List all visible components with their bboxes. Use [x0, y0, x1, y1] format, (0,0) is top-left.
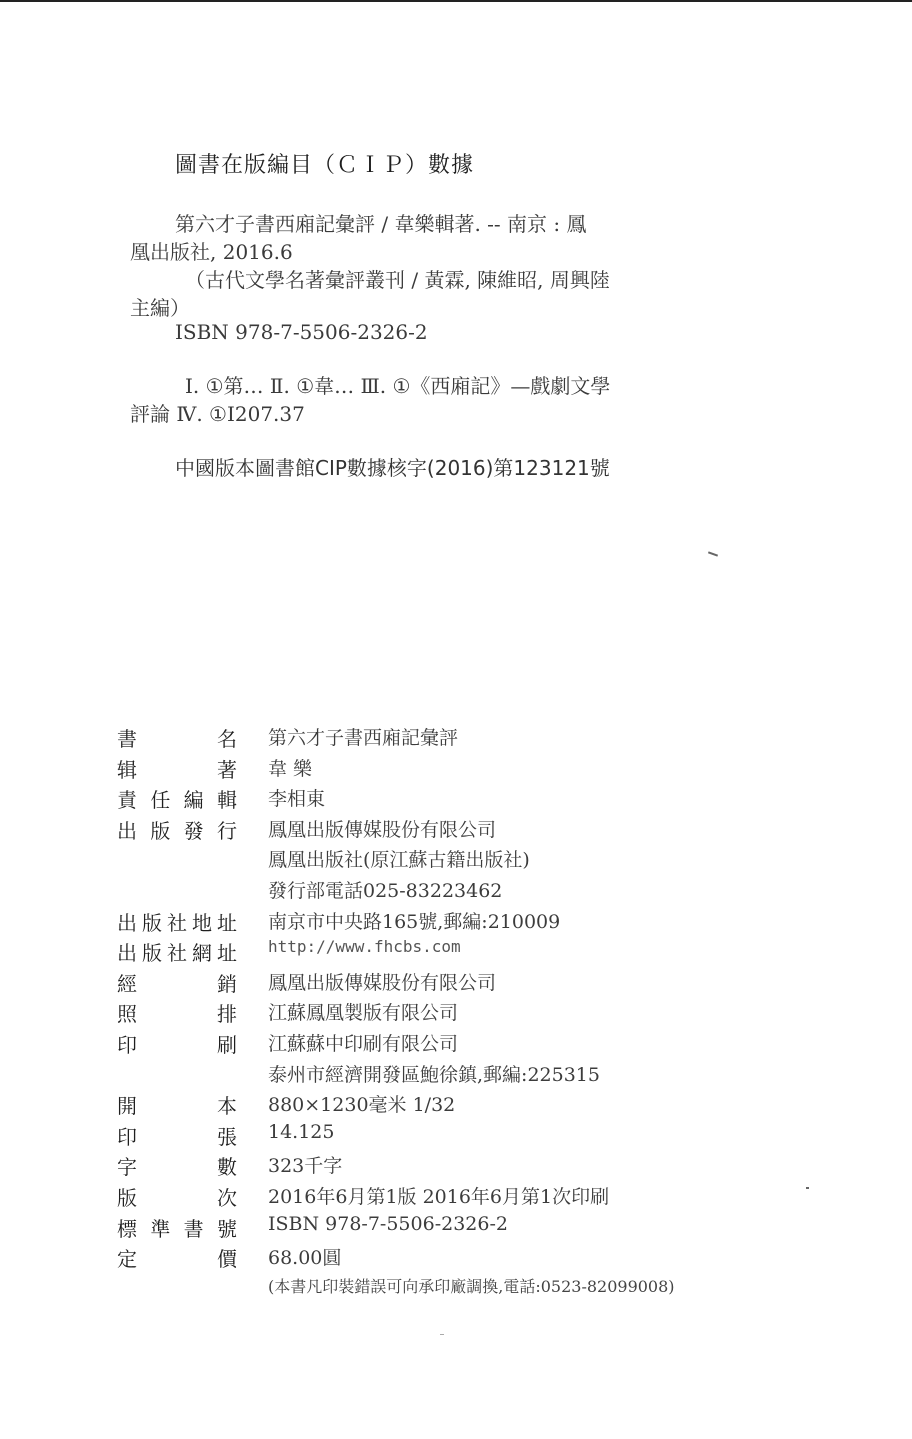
colophon-value: 鳳凰出版傳媒股份有限公司 [268, 818, 497, 841]
label-char: 經 [117, 971, 137, 996]
cip-isbn: ISBN 978-7-5506-2326-2 [175, 320, 428, 344]
colophon-label [117, 1121, 237, 1150]
colophon-label [117, 1029, 237, 1058]
label-char: 出 [117, 910, 137, 935]
label-char: 銷 [217, 971, 237, 996]
cip-heading: 圖書在版編目（ＣＩＰ）數據 [175, 153, 475, 178]
label-char: 辑 [117, 757, 137, 782]
label-char: 數 [217, 1155, 237, 1180]
label-char: 照 [117, 1002, 137, 1027]
cip-classification: 評論 Ⅳ. ①I207.37 [130, 402, 305, 426]
label-char: 責 [117, 788, 137, 813]
colophon-label [117, 754, 237, 783]
colophon-value: 68.00圓 [268, 1247, 342, 1270]
label-char: 印 [117, 1033, 137, 1057]
label-char: 著 [217, 757, 237, 782]
colophon-value: 江蘇蘇中印刷有限公司 [268, 1033, 459, 1055]
colophon-value: 2016年6月第1版 2016年6月第1次印刷 [268, 1186, 610, 1208]
label-char: 次 [217, 1186, 237, 1210]
colophon-value: (本書凡印裝錯誤可向承印廠調換,電話:0523-82099008) [268, 1276, 675, 1296]
label-char: 開 [117, 1094, 137, 1119]
label-char: 價 [217, 1247, 237, 1272]
colophon-label [117, 1213, 237, 1242]
label-char: 印 [117, 1124, 137, 1149]
colophon-label [117, 723, 237, 752]
colophon-value: 323千字 [268, 1155, 343, 1178]
label-char: 任 [150, 788, 171, 813]
label-char: 址 [217, 941, 237, 966]
label-char: 號 [216, 1216, 237, 1241]
label-char: 行 [216, 818, 237, 843]
colophon-label [117, 1151, 237, 1180]
colophon-label [117, 998, 237, 1027]
label-char: 網 [192, 941, 212, 966]
colophon-value: ISBN 978-7-5506-2326-2 [268, 1212, 508, 1235]
colophon-label [117, 784, 237, 813]
label-char: 字 [117, 1155, 137, 1180]
cip-line: 主編） [130, 296, 190, 320]
colophon-value: 鳳凰出版社(原江蘇古籍出版社) [268, 849, 530, 872]
colophon-value: 14.125 [268, 1120, 335, 1143]
label-char: 址 [217, 910, 237, 935]
label-char: 社 [167, 910, 187, 935]
label-char: 版 [142, 910, 162, 935]
cip-classification: Ⅰ. ①第… Ⅱ. ①韋… Ⅲ. ①《西廂記》—戲劇文學 [185, 374, 611, 398]
colophon-value: http://www.fhcbs.com [268, 937, 461, 957]
colophon-label [117, 1090, 237, 1119]
label-char: 版 [142, 941, 162, 966]
colophon-value: 第六才子書西廂記彙評 [268, 727, 459, 749]
label-char: 版 [117, 1186, 137, 1210]
label-char: 出 [117, 941, 137, 966]
colophon-value: 李相東 [268, 788, 326, 811]
label-char: 刷 [217, 1033, 237, 1057]
colophon-value: 韋 樂 [268, 757, 313, 780]
label-char: 社 [167, 941, 187, 966]
colophon-label [117, 815, 237, 844]
cip-line: 凰出版社, 2016.6 [130, 240, 293, 264]
label-char: 地 [192, 910, 212, 935]
label-char: 排 [217, 1002, 237, 1027]
colophon-label [117, 907, 237, 936]
cip-registration-note: 中國版本圖書館CIP數據核字(2016)第123121號 [175, 456, 610, 480]
colophon-label [117, 1182, 237, 1211]
colophon-value: 880×1230毫米 1/32 [268, 1094, 456, 1117]
label-char: 出 [117, 818, 137, 843]
colophon-value: 泰州市經濟開發區鮑徐鎮,郵編:225315 [268, 1063, 600, 1086]
colophon-label [117, 937, 237, 966]
colophon-label [117, 1243, 237, 1272]
colophon-value: 發行部電話025-83223462 [268, 880, 503, 902]
cip-line: 第六才子書西廂記彙評 / 韋樂輯著. -- 南京 : 鳳 [175, 212, 587, 236]
label-char: 張 [217, 1124, 237, 1149]
label-char: 版 [150, 818, 171, 843]
colophon-value: 鳳凰出版傳媒股份有限公司 [268, 971, 497, 994]
label-char: 書 [183, 1216, 204, 1241]
colophon-label [117, 968, 237, 997]
label-char: 名 [217, 727, 237, 751]
label-char: 發 [183, 818, 204, 843]
label-char: 書 [117, 727, 137, 751]
colophon-value: 江蘇鳳凰製版有限公司 [268, 1002, 459, 1025]
label-char: 輯 [216, 788, 237, 813]
label-char: 定 [117, 1247, 137, 1272]
label-char: 本 [217, 1094, 237, 1119]
label-char: 標 [117, 1216, 137, 1241]
label-char: 編 [183, 788, 204, 813]
colophon-value: 南京市中央路165號,郵編:210009 [268, 910, 561, 933]
label-char: 準 [150, 1216, 171, 1241]
cip-line: （古代文學名著彙評叢刊 / 黃霖, 陳維昭, 周興陸 [185, 268, 610, 292]
